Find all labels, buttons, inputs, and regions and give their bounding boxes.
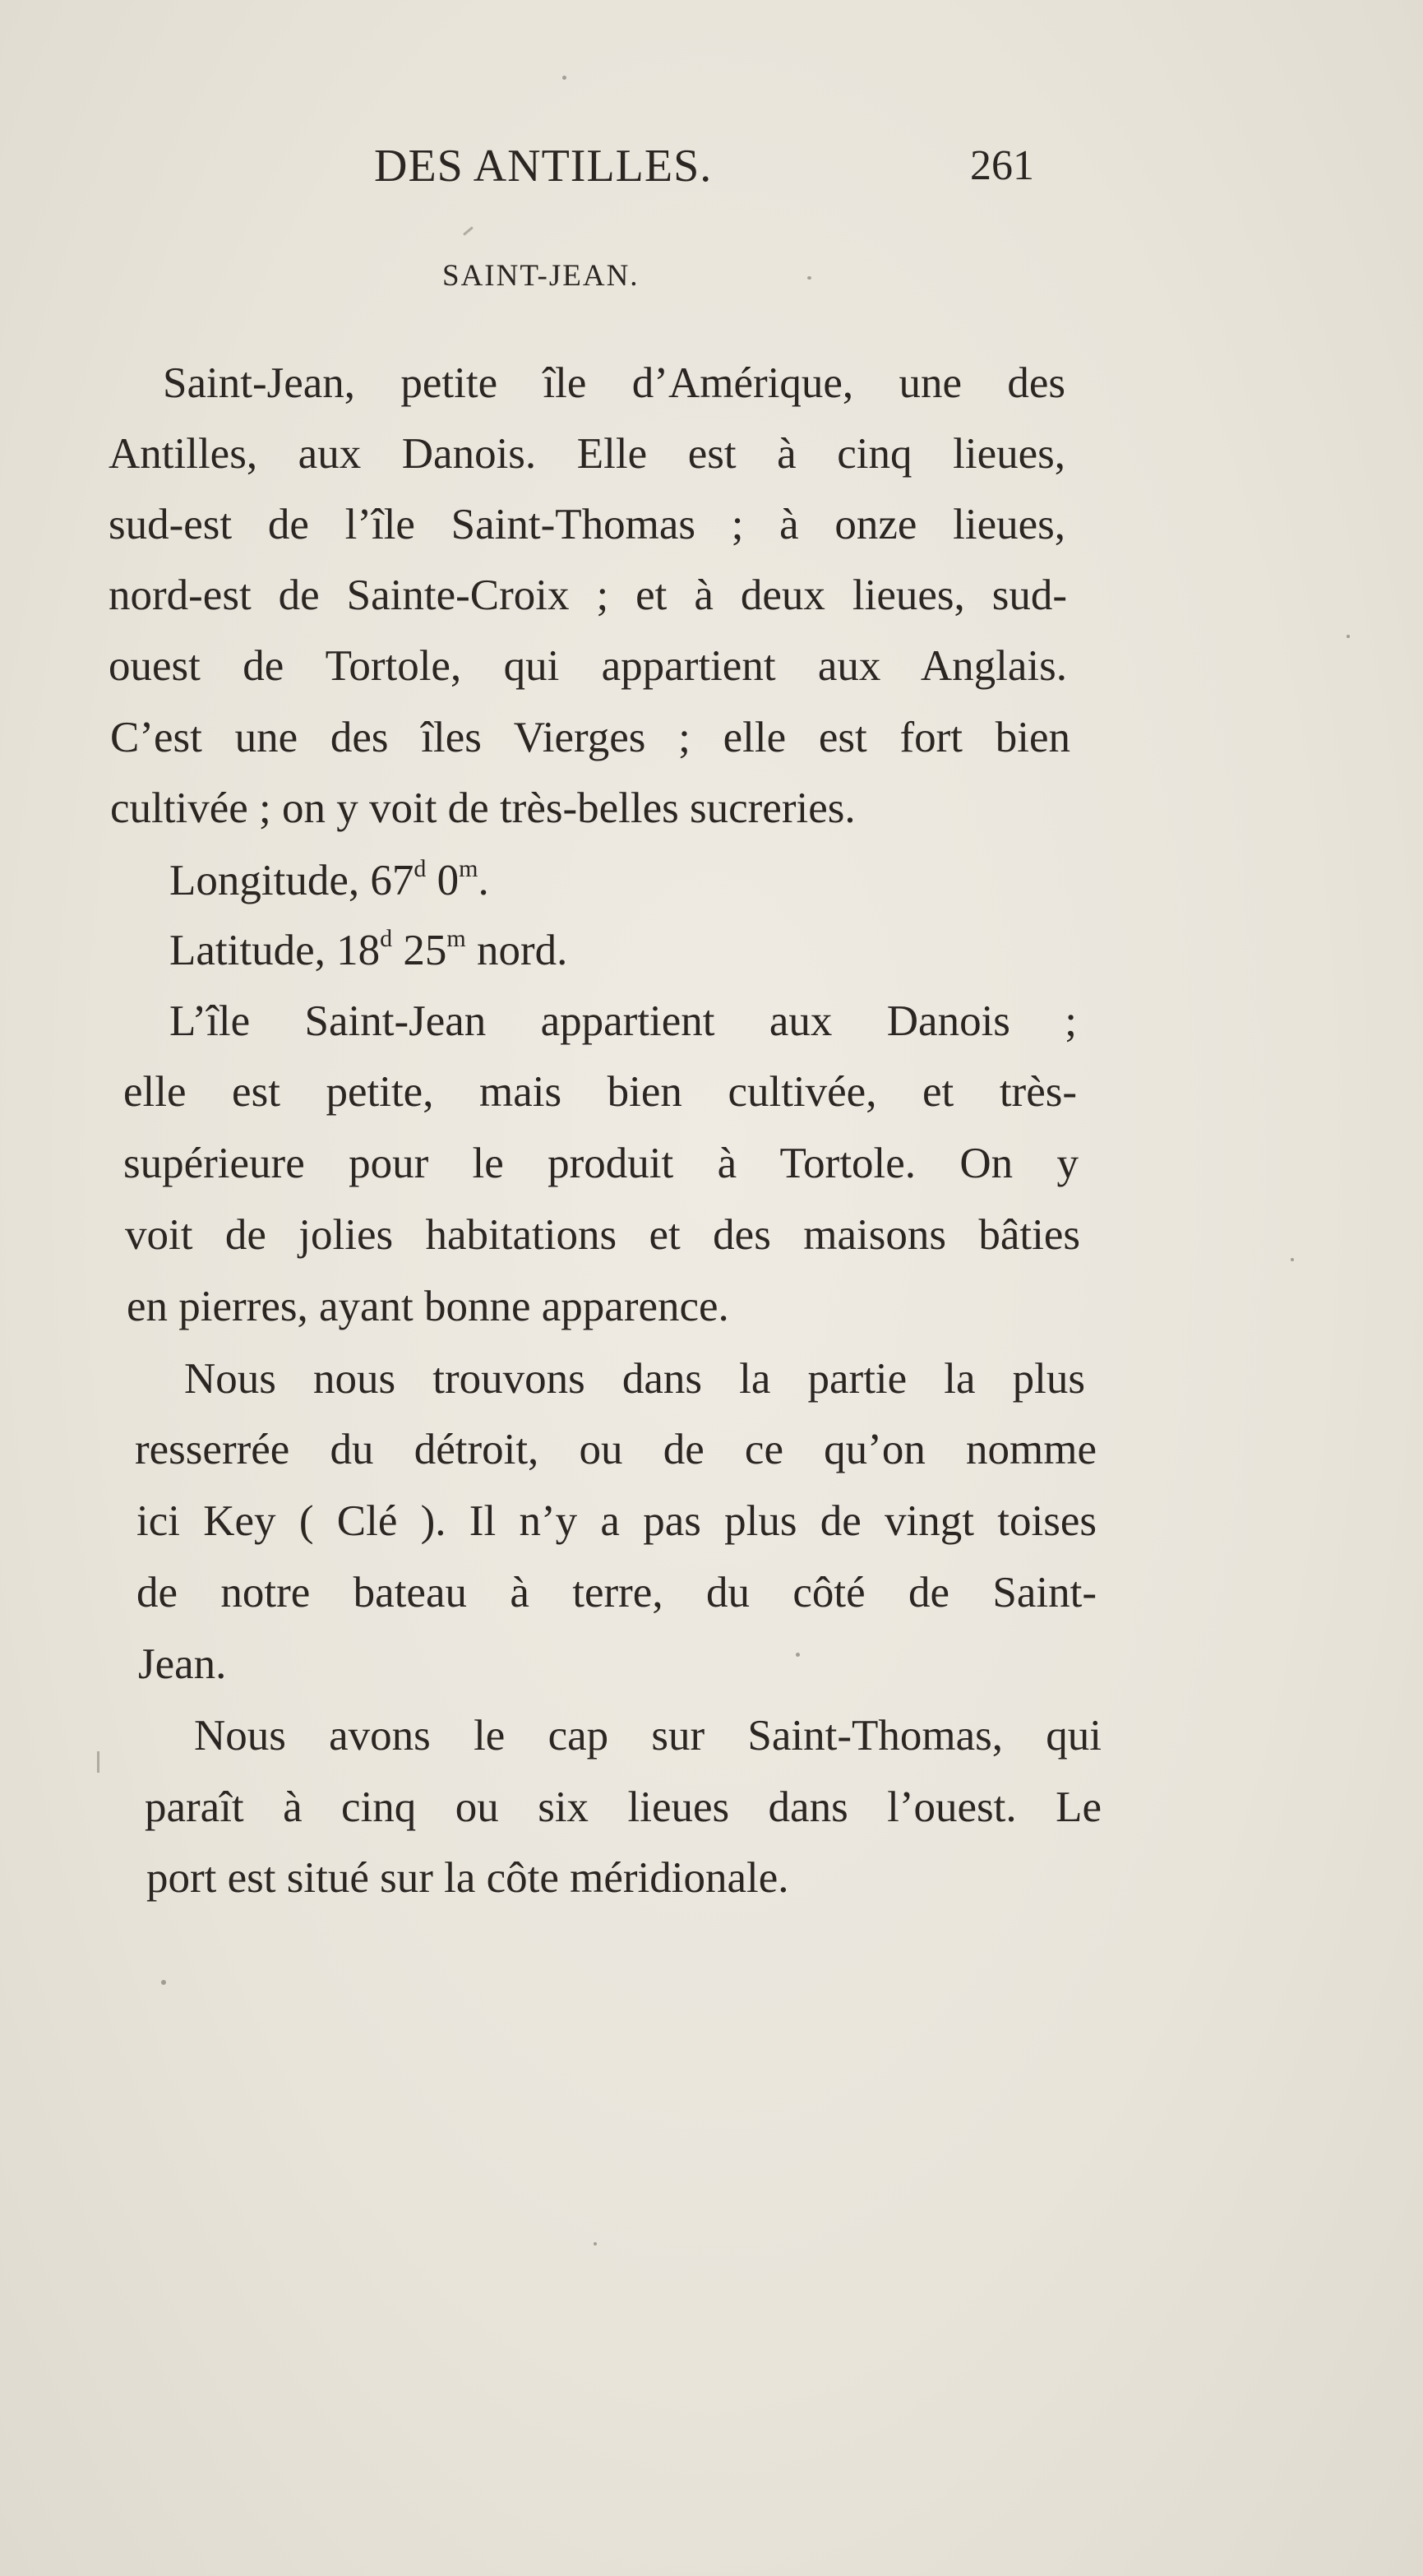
- scan-speck: [594, 2242, 597, 2245]
- degree-superscript: d: [414, 855, 427, 882]
- page-number: 261: [970, 142, 1034, 189]
- text-line: C’est une des îles Vierges ; elle est fort bien: [110, 714, 1070, 761]
- minute-superscript: m: [459, 855, 478, 882]
- text-line: de notre bateau à terre, du côté de Saint-: [136, 1569, 1097, 1616]
- text-line: nord-est de Sainte-Croix ; et à deux lieues, sud-: [109, 571, 1067, 619]
- text-line: Nous avons le cap sur Saint-Thomas, qui: [194, 1712, 1102, 1760]
- longitude-minutes: 0: [426, 857, 460, 904]
- text-line: ici Key ( Clé ). Il n’y a pas plus de vingt toises: [136, 1497, 1097, 1545]
- longitude-label: Longitude, 67: [169, 857, 414, 904]
- latitude-end: nord.: [465, 927, 568, 974]
- scan-speck: [562, 76, 566, 80]
- minute-superscript: m: [446, 925, 466, 952]
- scan-speck: [1291, 1258, 1294, 1261]
- text-line: sud-est de l’île Saint-Thomas ; à onze lieues,: [109, 501, 1065, 548]
- text-line: elle est petite, mais bien cultivée, et très-: [123, 1068, 1077, 1116]
- latitude-minutes: 25: [392, 927, 447, 974]
- latitude-line: [169, 925, 568, 974]
- text-line: Antilles, aux Danois. Elle est à cinq lieues,: [109, 430, 1065, 478]
- longitude-end: .: [478, 857, 489, 904]
- text-line: voit de jolies habitations et des maisons bâties: [125, 1211, 1080, 1259]
- text-line: paraît à cinq ou six lieues dans l’ouest. Le: [145, 1783, 1102, 1831]
- text-line: en pierres, ayant bonne apparence.: [127, 1283, 729, 1330]
- latitude-label: Latitude, 18: [169, 927, 381, 974]
- running-head: DES ANTILLES.: [374, 141, 713, 192]
- text-line: supérieure pour le produit à Tortole. On y: [123, 1140, 1079, 1187]
- degree-superscript: d: [380, 925, 393, 952]
- scan-speck: [161, 1980, 166, 1985]
- scan-speck: [796, 1653, 800, 1657]
- scan-speck: [807, 276, 811, 280]
- text-line: L’île Saint-Jean appartient aux Danois ;: [169, 997, 1077, 1045]
- text-line: port est situé sur la côte méridionale.: [146, 1854, 789, 1902]
- text-line: resserrée du détroit, ou de ce qu’on nomme: [135, 1426, 1097, 1473]
- text-line: Nous nous trouvons dans la partie la plus: [184, 1355, 1085, 1403]
- text-line: Jean.: [138, 1640, 227, 1688]
- text-line: ouest de Tortole, qui appartient aux Anglais.: [109, 642, 1067, 690]
- section-title: SAINT-JEAN.: [442, 259, 640, 293]
- scan-speck: [1347, 635, 1350, 638]
- longitude-line: [169, 855, 489, 904]
- text-line: cultivée ; on y voit de très-belles sucreries.: [110, 784, 856, 832]
- text-line: Saint-Jean, petite île d’Amérique, une des: [163, 359, 1065, 407]
- scan-mark: [97, 1751, 99, 1773]
- scan-mark: [463, 226, 474, 235]
